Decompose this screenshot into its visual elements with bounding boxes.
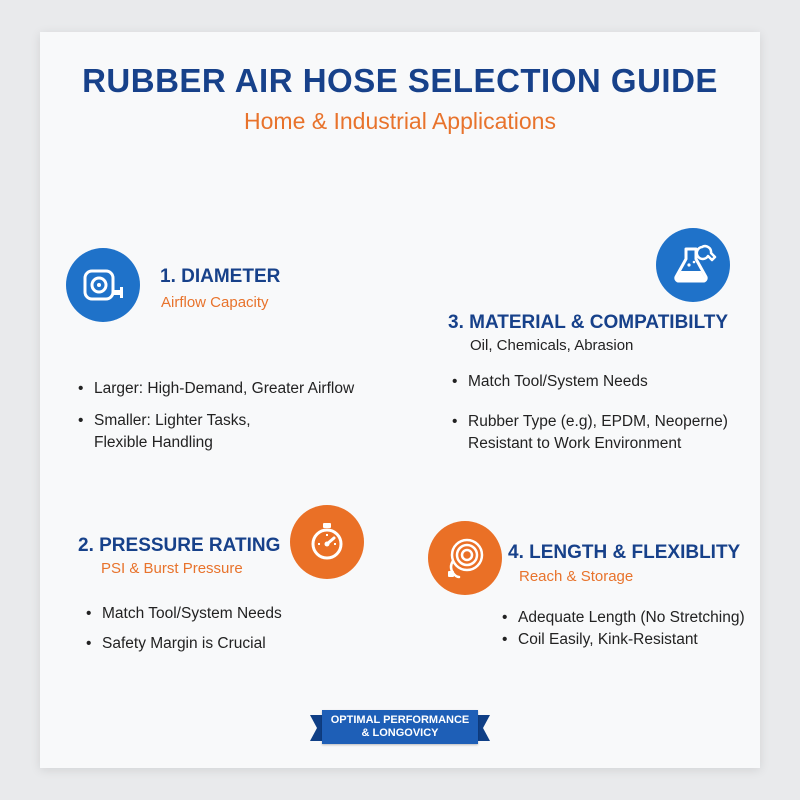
guide-card — [40, 32, 760, 768]
pressure-title: 2. PRESSURE RATING — [78, 535, 281, 556]
material-bullet-1: • Match Tool/System Needs — [452, 373, 648, 390]
page-subtitle: Home & Industrial Applications — [244, 108, 556, 134]
ribbon-line-1: OPTIMAL PERFORMANCE — [330, 714, 470, 726]
diameter-bullet-2: • Smaller: Lighter Tasks, Flexible Handling — [78, 412, 251, 451]
page-title: RUBBER AIR HOSE SELECTION GUIDE — [82, 62, 718, 99]
length-bullet-1: • Adequate Length (No Stretching) — [502, 609, 745, 626]
summary-ribbon — [310, 707, 490, 747]
tape-measure-icon — [66, 248, 140, 322]
pressure-bullet-2: • Safety Margin is Crucial — [86, 635, 266, 652]
pressure-bullet-1: • Match Tool/System Needs — [86, 605, 282, 622]
ribbon-line-2: & LONGOVICY — [361, 727, 439, 739]
length-subtitle: Reach & Storage — [519, 568, 634, 585]
flask-wrench-icon — [656, 228, 730, 302]
material-bullet-2: • Rubber Type (e.g), EPDM, Neoperne) Resistant to Work Environment — [452, 413, 728, 452]
pressure-gauge-icon — [290, 505, 364, 579]
coiled-hose-icon — [428, 521, 502, 595]
diameter-bullet-1: • Larger: High-Demand, Greater Airflow — [78, 380, 355, 397]
material-subtitle: Oil, Chemicals, Abrasion — [470, 337, 634, 354]
material-title: 3. MATERIAL & COMPATIBILTY — [448, 312, 729, 333]
pressure-subtitle: PSI & Burst Pressure — [101, 560, 243, 577]
length-bullet-2: • Coil Easily, Kink-Resistant — [502, 631, 698, 648]
ribbon-banner — [322, 710, 478, 744]
diameter-title: 1. DIAMETER — [160, 266, 281, 287]
length-title: 4. LENGTH & FLEXIBLITY — [508, 542, 741, 563]
diameter-subtitle: Airflow Capacity — [161, 294, 269, 311]
